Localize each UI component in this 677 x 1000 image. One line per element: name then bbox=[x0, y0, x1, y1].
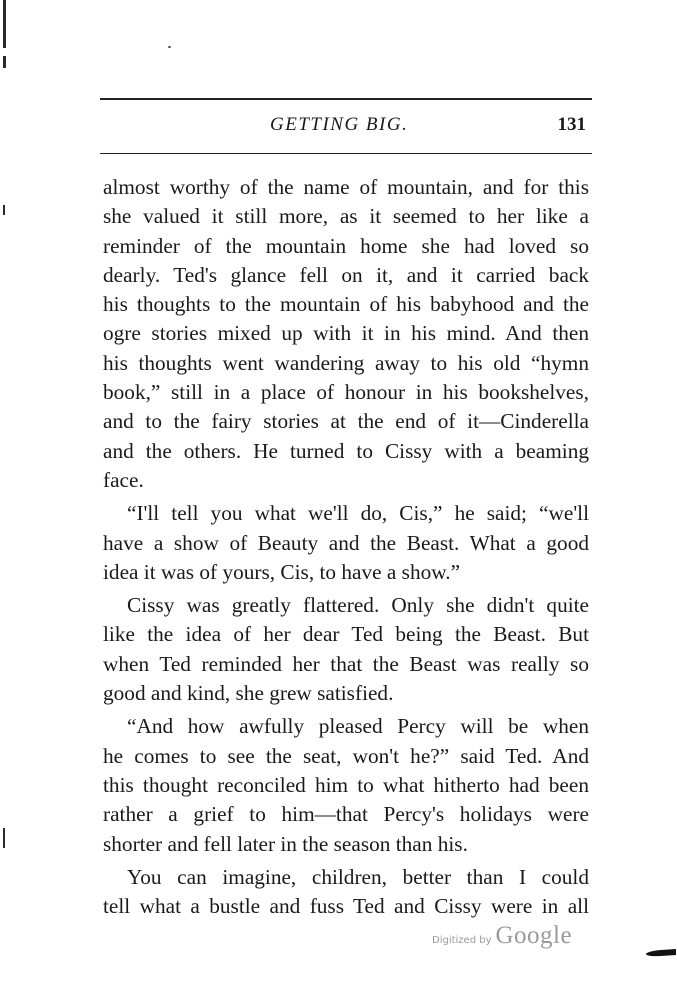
text-line: reminder of the mountain home she had loved so bbox=[103, 233, 589, 258]
text-line: when Ted reminded her that the Beast was really so bbox=[103, 651, 589, 676]
text-line: “And how awfully pleased Percy will be when bbox=[127, 714, 589, 739]
text-line: Cissy was greatly flattered. Only she didn't quite bbox=[127, 593, 589, 618]
text-line: have a show of Beauty and the Beast. What a good bbox=[103, 530, 589, 555]
text-line: face. bbox=[103, 467, 144, 492]
text-line: rather a grief to him—that Percy's holidays were bbox=[103, 802, 589, 827]
scan-edge-mark bbox=[3, 205, 5, 215]
watermark-logo: Google bbox=[495, 922, 573, 949]
text-line: and to the fairy stories at the end of it—Cinderella bbox=[103, 409, 589, 434]
text-line: almost worthy of the name of mountain, and for this bbox=[103, 175, 589, 199]
text-line: she valued it still more, as it seemed to her like a bbox=[103, 204, 589, 229]
text-line: dearly. Ted's glance fell on it, and it carried back bbox=[103, 262, 589, 287]
text-line: his thoughts went wandering away to his old “hymn bbox=[103, 350, 589, 375]
page-number: 131 bbox=[557, 114, 586, 135]
scan-edge-mark bbox=[3, 56, 6, 68]
running-title: GETTING BIG. bbox=[270, 114, 409, 135]
text-line: and the others. He turned to Cissy with a beaming bbox=[103, 438, 589, 463]
text-line: good and kind, she grew satisfied. bbox=[103, 681, 394, 706]
text-line: like the idea of her dear Ted being the Beast. But bbox=[103, 622, 589, 647]
text-line: tell what a bustle and fuss Ted and Cissy were in all bbox=[103, 894, 589, 919]
scan-edge-mark bbox=[3, 828, 5, 848]
header-rule-bottom bbox=[100, 153, 592, 154]
text-line: ogre stories mixed up with it in his mind. And then bbox=[103, 321, 589, 346]
running-head bbox=[100, 114, 592, 142]
text-line: “I'll tell you what we'll do, Cis,” he said; “we'll bbox=[127, 501, 589, 526]
text-line: shorter and fell later in the season than his. bbox=[103, 831, 468, 856]
digitization-watermark bbox=[432, 922, 572, 950]
body-text bbox=[103, 173, 589, 921]
text-line: this thought reconciled him to what hitherto had been bbox=[103, 772, 589, 797]
scan-speck bbox=[168, 46, 171, 48]
header-rule-top bbox=[100, 98, 592, 100]
text-line: idea it was of yours, Cis, to have a show.” bbox=[103, 559, 461, 584]
text-line: You can imagine, children, better than I could bbox=[127, 864, 589, 889]
scan-edge-mark bbox=[3, 0, 6, 48]
watermark-prefix: Digitized by bbox=[432, 935, 492, 946]
text-line: his thoughts to the mountain of his babyhood and the bbox=[103, 292, 589, 317]
text-line: book,” still in a place of honour in his bookshelves, bbox=[103, 380, 589, 405]
text-line: he comes to see the seat, won't he?” said Ted. And bbox=[103, 743, 589, 768]
scan-corner-mark bbox=[646, 949, 676, 957]
